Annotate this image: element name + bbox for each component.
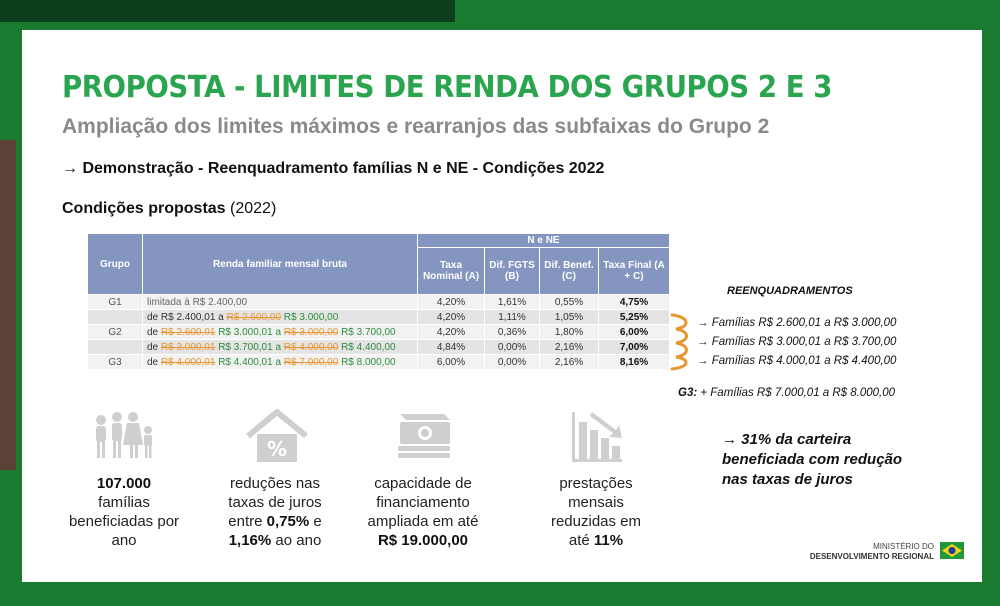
cell-taxa-nominal: 4,84%	[418, 340, 485, 355]
stat-rates-pre: entre	[228, 513, 263, 530]
stat-financing-value: R$ 19.000,00	[377, 532, 469, 549]
cell-taxa-final: 6,00%	[599, 325, 670, 340]
table-row	[88, 355, 670, 370]
stat-rates	[210, 474, 340, 550]
cell-dif-fgts: 1,61%	[485, 295, 540, 310]
g3-reenquadramento	[678, 387, 895, 399]
cell-renda	[143, 295, 418, 310]
top-bar	[0, 0, 455, 22]
renda-old-end: R$ 3.000,00	[283, 326, 339, 338]
presentation-slide	[22, 30, 982, 582]
header-grupo: Grupo	[88, 234, 143, 295]
money-stack-icon	[394, 408, 454, 464]
renda-new-end: R$ 8.000,00	[341, 356, 396, 368]
bar-chart-down-icon	[570, 408, 626, 464]
cell-dif-fgts: 1,11%	[485, 310, 540, 325]
cell-grupo: G1	[88, 295, 143, 310]
slide-subtitle: Ampliação dos limites máximos e rearranjos das subfaixas do Grupo 2	[62, 115, 770, 138]
ministry-line2: DESENVOLVIMENTO REGIONAL	[809, 552, 934, 561]
renda-prefix: de R$ 2.400,01 a	[147, 311, 224, 323]
cell-grupo	[88, 340, 143, 355]
conditions-label: Condições propostas	[62, 200, 226, 217]
header-renda: Renda familiar mensal bruta	[143, 234, 418, 295]
stat-financing	[360, 474, 486, 550]
cell-grupo: G3	[88, 355, 143, 370]
cell-renda	[143, 355, 418, 370]
reenquadramento-item-3: → Famílias R$ 4.000,01 a R$ 4.400,00	[697, 355, 897, 367]
table-row	[88, 340, 670, 355]
stat-rates-v2: 1,16%	[228, 532, 272, 549]
conditions-heading	[62, 200, 276, 218]
renda-old-start: R$ 3.000,01	[160, 341, 216, 353]
stat-installments	[538, 474, 654, 550]
svg-text:%: %	[266, 437, 288, 461]
coil-icon	[668, 311, 692, 371]
g3-label: G3:	[678, 387, 698, 399]
cell-taxa-nominal: 4,20%	[418, 310, 485, 325]
renda-old-end: R$ 7.000,00	[283, 356, 339, 368]
header-region: N e NE	[418, 234, 670, 248]
renda-new-end: R$ 3.700,00	[341, 326, 396, 338]
reenquadramento-item-2: → Famílias R$ 3.000,01 a R$ 3.700,00	[697, 336, 897, 348]
cell-taxa-final: 5,25%	[599, 310, 670, 325]
stat-families	[64, 474, 184, 550]
reenquadramento-item-1: → Famílias R$ 2.600,01 a R$ 3.000,00	[697, 317, 897, 329]
renda-old-end: R$ 4.000,00	[283, 341, 339, 353]
stat-rates-post: ao ano	[275, 532, 322, 549]
stat-installments-pre: até	[568, 532, 590, 549]
stat-installments-value: 11%	[593, 532, 624, 549]
cell-renda	[143, 325, 418, 340]
renda-old-start: R$ 2.600,01	[160, 326, 216, 338]
renda-new-end: R$ 3.000,00	[283, 311, 339, 323]
cell-renda	[143, 340, 418, 355]
renda-prefix: de	[147, 356, 159, 368]
conditions-year: (2022)	[230, 200, 277, 217]
cell-taxa-nominal: 6,00%	[418, 355, 485, 370]
cell-dif-fgts: 0,00%	[485, 355, 540, 370]
cell-taxa-final: 7,00%	[599, 340, 670, 355]
stat-installments-text: prestações mensais reduzidas em	[550, 475, 642, 530]
cell-dif-benef: 2,16%	[540, 340, 599, 355]
renda-new-start: R$ 4.400,01 a	[218, 356, 282, 368]
house-percent-icon	[244, 408, 310, 464]
cell-taxa-final: 8,16%	[599, 355, 670, 370]
slide-title: PROPOSTA - LIMITES DE RENDA DOS GRUPOS 2 E 3	[62, 70, 833, 105]
renda-prefix: de	[147, 326, 159, 338]
brazil-flag-icon	[940, 542, 964, 559]
table-row	[88, 325, 670, 340]
header-dif-benef: Dif. Benef. (C)	[540, 248, 599, 295]
cell-taxa-nominal: 4,20%	[418, 325, 485, 340]
cell-renda	[143, 310, 418, 325]
stat-rates-v1: 0,75%	[266, 513, 310, 530]
header-taxa-final: Taxa Final (A + C)	[599, 248, 670, 295]
cell-taxa-final: 4,75%	[599, 295, 670, 310]
cell-dif-benef: 1,80%	[540, 325, 599, 340]
table-row	[88, 310, 670, 325]
ministry-line1: MINISTÉRIO DO	[873, 542, 934, 551]
video-strip	[0, 140, 16, 470]
g3-text: + Famílias R$ 7.000,01 a R$ 8.000,00	[700, 387, 896, 399]
stat-rates-text: reduções nas taxas de juros	[228, 475, 322, 511]
cell-dif-benef: 1,05%	[540, 310, 599, 325]
renda-prefix: limitada à R$ 2.400,00	[147, 296, 248, 308]
reenquadramentos-title: REENQUADRAMENTOS	[727, 285, 853, 297]
cell-dif-fgts: 0,00%	[485, 340, 540, 355]
renda-new-start: R$ 3.700,01 a	[218, 341, 282, 353]
stat-families-text: famílias beneficiadas por ano	[68, 494, 180, 549]
renda-old-start: R$ 4.000,01	[160, 356, 216, 368]
stat-families-value: 107.000	[96, 475, 152, 492]
cell-dif-benef: 2,16%	[540, 355, 599, 370]
cell-dif-fgts: 0,36%	[485, 325, 540, 340]
cell-dif-benef: 0,55%	[540, 295, 599, 310]
stat-financing-text: capacidade de financiamento ampliada em até	[367, 475, 479, 530]
conditions-table	[87, 233, 670, 370]
renda-new-end: R$ 4.400,00	[341, 341, 396, 353]
header-dif-fgts: Dif. FGTS (B)	[485, 248, 540, 295]
stat-rates-mid: e	[313, 513, 322, 530]
demo-line: → Demonstração - Reenquadramento famílias N e NE - Condições 2022	[62, 160, 605, 177]
ministry-logo-text	[782, 542, 934, 562]
family-icon	[87, 410, 157, 460]
renda-new-start: R$ 3.000,01 a	[218, 326, 282, 338]
cell-taxa-nominal: 4,20%	[418, 295, 485, 310]
renda-old-end: R$ 2.600,00	[226, 311, 282, 323]
renda-prefix: de	[147, 341, 159, 353]
header-taxa-nominal: Taxa Nominal (A)	[418, 248, 485, 295]
portfolio-summary: → 31% da carteira beneficiada com redução nas taxas de juros	[722, 431, 903, 488]
cell-grupo: G2	[88, 325, 143, 340]
table-row	[88, 295, 670, 310]
cell-grupo	[88, 310, 143, 325]
